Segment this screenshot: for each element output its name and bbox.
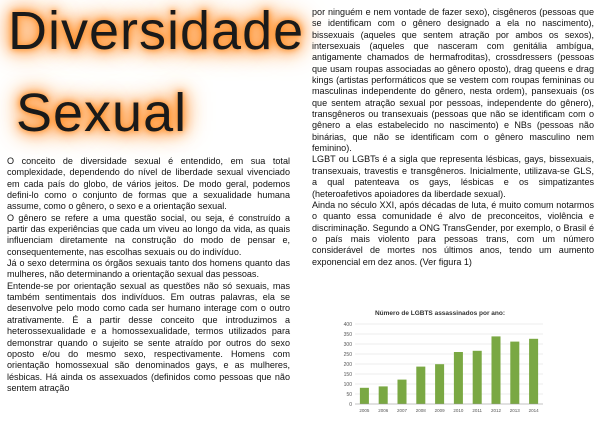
paragraph: Já o sexo determina os órgãos sexuais tanto dos homens quanto das mulheres, não determinando a orientação sexual das pessoas. — [7, 258, 290, 280]
x-tick-label: 2013 — [509, 408, 520, 413]
x-tick-label: 2005 — [359, 408, 370, 413]
paragraph: O conceito de diversidade sexual é entendido, em sua total complexidade, dependendo do nível de liberdade sexual vivenciado em cada país do globo, de vários jeitos. De modo geral, podemos defini-lo como o conjunto de formas que a sexualidade humana assume, como o gênero, o sexo e a orientação sexual. — [7, 156, 290, 212]
bar — [435, 364, 444, 404]
title-line-2: Sexual — [16, 83, 188, 143]
bar — [529, 339, 538, 404]
x-tick-label: 2006 — [378, 408, 389, 413]
title-line-1: Diversidade — [8, 1, 305, 61]
paragraph: Ainda no século XXI, após décadas de luta, é muito comum notarmos o quanto essa comunidade é alvo de preconceitos, violência e discriminação. Segundo a ONG TransGender, por exemplo, o Brasil é o país mais violento para pessoas trans, com um número considerável de mortes nos últimos anos, tendo um aumento exponencial em dez anos. (Ver figura 1) — [312, 199, 594, 267]
paragraph: O gênero se refere a uma questão social, ou seja, é construído a partir das experiências que cada um viveu ao longo da vida, as quais influenciam diretamente na construção do modo de pensar e, consequentemente, nas escolhas sexuais ou do indivíduo. — [7, 212, 290, 257]
x-tick-label: 2007 — [396, 408, 408, 413]
x-tick-label: 2011 — [472, 408, 483, 413]
paragraph: Entende-se por orientação sexual as questões não só sexuais, mas também sentimentais dos indivíduos. Em outras palavras, ela se desenvolve pelo modo como cada ser humano interage com o outro atrativamente. É a partir desse conceito que introduzimos a heterossexualidade e a homossexualidade, termos utilizados para demonstrar quando o sujeito se sente atraído por outros do sexo oposto e/ou do mesmo sexo, respectivamente. Homens com orientação homossexual são denominados gays, e as mulheres, lésbicas. Há ainda os assexuados (definidos como pessoas que não sentem atração — [7, 280, 290, 393]
right-text-column — [312, 7, 594, 268]
bar — [510, 342, 519, 404]
bar — [360, 388, 369, 404]
y-tick-label: 200 — [343, 361, 352, 368]
chart-title: Número de LGBTS assassinados por ano: — [374, 310, 506, 317]
y-tick-label: 50 — [346, 391, 352, 398]
bar — [379, 386, 388, 404]
y-tick-label: 100 — [343, 381, 352, 388]
x-tick-label: 2014 — [528, 408, 539, 413]
x-tick-label: 2008 — [415, 408, 426, 413]
paragraph: LGBT ou LGBTs é a sigla que representa lésbicas, gays, bissexuais, transexuais, travestis e transgêneros. Inicialmente, utilizava-se GLS, a qual patenteava os gays, lésbicas e os simpatizantes (heteroafetivos apoiadores da liberdade sexual). — [312, 154, 594, 199]
x-tick-label: 2009 — [434, 408, 445, 413]
bar — [397, 380, 406, 404]
bar — [473, 351, 482, 404]
x-tick-label: 2010 — [453, 408, 464, 413]
y-tick-label: 250 — [343, 351, 352, 358]
left-text-column — [7, 156, 290, 394]
bar — [491, 336, 500, 404]
paragraph: por ninguém e nem vontade de fazer sexo), cisgêneros (pessoas que se identificam com o gênero designado a ela no nascimento), bissexuais (aqueles que sentem atração por ambos os sexos), intersexuais (aqueles que nasceram com genitália ambígua, antigamente chamados de hermafroditas), crossdressers (pessoas que usam roupas associadas ao gênero oposto), drag queens e drag kings (artistas performáticos que se vestem com roupas femininas ou masculinas independente do gênero, nesta ordem), pansexuais (os que sentem atração sexual por pessoas, independente do gênero), transgêneros ou transexuais (pessoas que não se identificam com o gênero a elas estabelecido no nascimento) e NBs (pessoas não binárias, que não se identificam com o gênero masculino nem feminino). — [312, 7, 594, 154]
bar — [416, 367, 425, 404]
bar-chart — [333, 306, 547, 418]
y-tick-label: 150 — [343, 371, 352, 378]
y-tick-label: 300 — [343, 341, 352, 348]
x-tick-label: 2012 — [490, 408, 502, 413]
bar — [454, 352, 463, 404]
y-tick-label: 350 — [343, 331, 352, 338]
y-tick-label: 0 — [349, 401, 352, 408]
y-tick-label: 400 — [343, 321, 352, 328]
